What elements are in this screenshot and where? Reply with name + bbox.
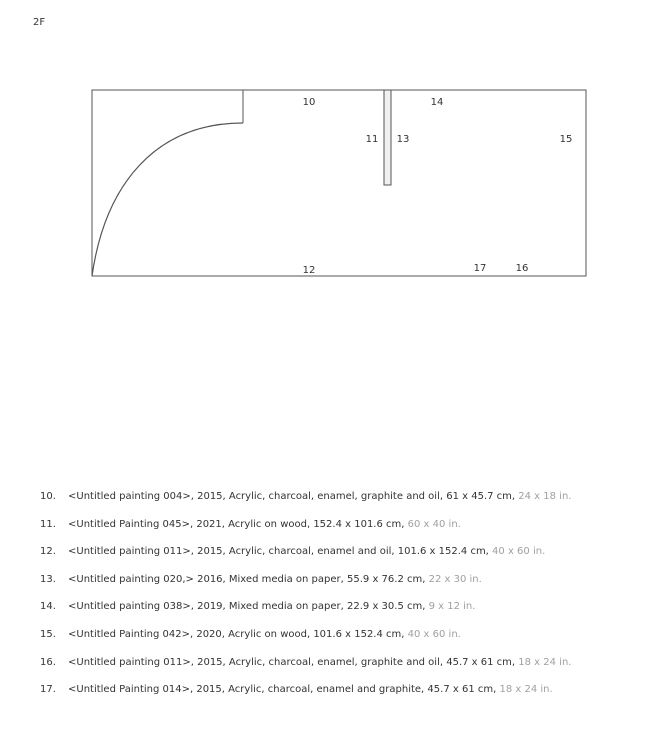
plan-number-11: 11 xyxy=(365,134,379,145)
item-dimensions-inches: 40 x 60 in. xyxy=(492,546,546,558)
item-description: <Untitled painting 004>, 2015, Acrylic, charcoal, enamel, graphite and oil, 61 x 45.7 cm, xyxy=(68,491,516,502)
list-item xyxy=(40,656,571,684)
item-description: <Untitled painting 011>, 2015, Acrylic, charcoal, enamel, graphite and oil, 45.7 x 61 cm, xyxy=(68,656,516,668)
item-description: <Untitled painting 011>, 2015, Acrylic, charcoal, enamel and oil, 101.6 x 152.4 cm, xyxy=(68,546,489,558)
curved-wall xyxy=(92,123,243,276)
list-item xyxy=(40,600,571,628)
item-dimensions-inches: 18 x 24 in. xyxy=(518,656,572,668)
floor-label: 2F xyxy=(33,17,46,28)
plan-number-16: 16 xyxy=(515,263,529,274)
list-item xyxy=(40,628,571,656)
list-item xyxy=(40,573,571,601)
item-number: 16. xyxy=(40,656,56,668)
item-description: <Untitled Painting 014>, 2015, Acrylic, charcoal, enamel and graphite, 45.7 x 61 cm, xyxy=(68,684,497,696)
plan-number-10: 10 xyxy=(302,97,316,108)
item-number: 17. xyxy=(40,684,56,696)
item-dimensions-inches: 40 x 60 in. xyxy=(407,628,461,640)
list-item xyxy=(40,683,571,711)
item-number: 15. xyxy=(40,628,56,640)
item-number: 11. xyxy=(40,518,56,530)
item-number: 12. xyxy=(40,546,56,558)
item-dimensions-inches: 24 x 18 in. xyxy=(518,491,572,502)
item-description: <Untitled painting 038>, 2019, Mixed media on paper, 22.9 x 30.5 cm, xyxy=(68,601,426,613)
item-number: 10. xyxy=(40,491,56,502)
item-dimensions-inches: 60 x 40 in. xyxy=(407,518,461,530)
artwork-list xyxy=(40,490,571,711)
list-item xyxy=(40,518,571,546)
plan-number-17: 17 xyxy=(473,263,487,274)
item-number: 14. xyxy=(40,601,56,613)
plan-number-15: 15 xyxy=(559,134,573,145)
item-dimensions-inches: 22 x 30 in. xyxy=(428,573,482,585)
floor-plan-diagram xyxy=(0,0,667,300)
item-dimensions-inches: 9 x 12 in. xyxy=(428,601,476,613)
item-description: <Untitled Painting 045>, 2021, Acrylic on wood, 152.4 x 101.6 cm, xyxy=(68,518,405,530)
plan-number-13: 13 xyxy=(396,134,410,145)
plan-number-14: 14 xyxy=(430,97,444,108)
item-description: <Untitled painting 020,> 2016, Mixed media on paper, 55.9 x 76.2 cm, xyxy=(68,573,426,585)
list-item xyxy=(40,545,571,573)
room-outline xyxy=(92,90,586,276)
item-dimensions-inches: 18 x 24 in. xyxy=(499,684,553,696)
plan-number-12: 12 xyxy=(302,265,316,276)
item-number: 13. xyxy=(40,573,56,585)
partition-wall xyxy=(384,90,391,185)
list-item xyxy=(40,490,571,518)
item-description: <Untitled Painting 042>, 2020, Acrylic on wood, 101.6 x 152.4 cm, xyxy=(68,628,405,640)
